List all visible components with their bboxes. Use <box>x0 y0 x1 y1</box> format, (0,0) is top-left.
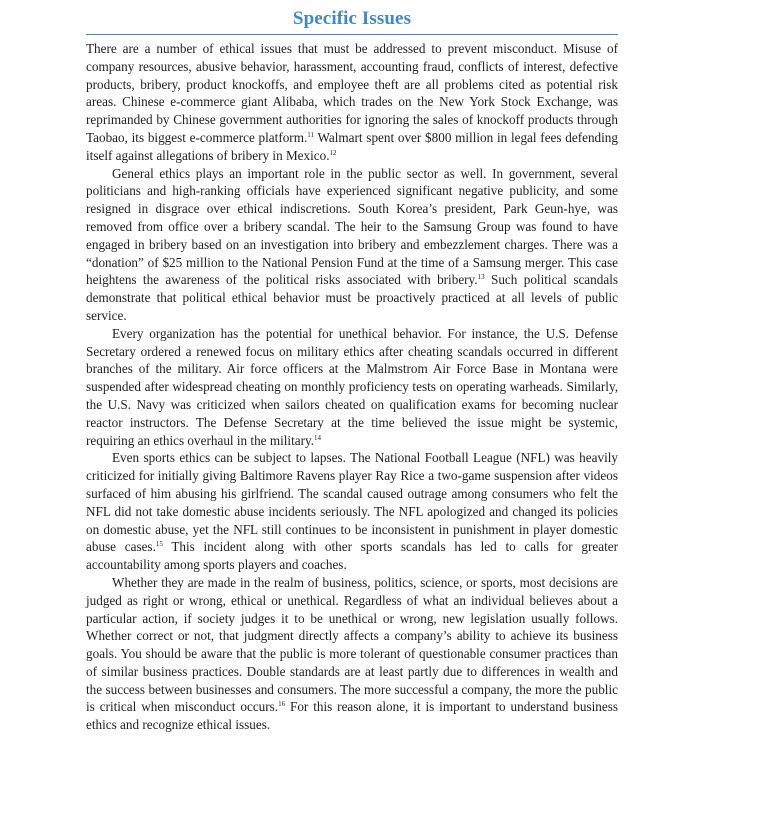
paragraph-text: This incident along with other sports scandals has led to calls for greater accountability among sports players and coaches. <box>86 539 618 573</box>
heading-rule <box>86 34 618 35</box>
paragraph-text: There are a number of ethical issues that must be addressed to prevent misconduct. Misuse of company resources, abusive behavior, harassment, accounting fraud, conflicts of interest, defective products, bribery, product knockoffs, and employee theft are all problems cited as potential risk areas. Chinese e-commerce giant Alibaba, which trades on the New York Stock Exchange, was reprimanded by Chinese government authorities for ignoring the sales of knockoff products through Taobao, its biggest e-commerce platform. <box>86 41 618 145</box>
paragraph-text: For this reason alone, it is important to understand business ethics and recognize ethical issues. <box>86 699 618 733</box>
paragraph <box>86 165 618 325</box>
paragraph <box>86 325 618 450</box>
endnote-marker: 15 <box>155 540 163 549</box>
paragraph-text: Such political scandals demonstrate that political ethical behavior must be proactively practiced at all levels of public service. <box>86 272 618 323</box>
endnote-marker: 16 <box>278 700 286 709</box>
endnote-marker: 11 <box>307 130 315 139</box>
paragraph-text: Whether they are made in the realm of business, politics, science, or sports, most decisions are judged as right or wrong, ethical or unethical. Regardless of what an individual believes about a particular action, if society judges it to be unethical or wrong, new legislation usually follows. Whether correct or not, that judgment directly affects a company’s ability to achieve its business goals. You should be aware that the public is more tolerant of questionable consumer practices than of similar business practices. Double standards are at least partly due to differences in wealth and the success between businesses and consumers. The more successful a company, the more the public is critical when misconduct occurs. <box>86 574 618 715</box>
endnote-marker: 12 <box>329 148 337 157</box>
section-heading: Specific Issues <box>292 8 412 29</box>
paragraph-text: General ethics plays an important role in the public sector as well. In government, several politicians and high-ranking officials have experienced significant negative publicity, and some resigned in disgrace over ethical indiscretions. South Korea’s president, Park Geun-hye, was removed from office over a bribery scandal. The heir to the Samsung Group was found to have engaged in bribery based on an investigation into bribery and embezzlement charges. There was a “donation” of $25 million to the National Pension Fund at the time of a Samsung merger. This case heightens the awareness of the political risks associated with bribery. <box>86 165 618 288</box>
paragraph <box>86 574 618 734</box>
paragraph-text: Even sports ethics can be subject to lapses. The National Football League (NFL) was heavily criticized for initially giving Baltimore Ravens player Ray Rice a two-game suspension after videos surfaced of him abusing his girlfriend. The scandal caused outrage among consumers who felt the NFL did not take domestic abuse incidents seriously. The NFL apologized and changed its policies on domestic abuse, yet the NFL still continues to be inconsistent in punishment in player domestic abuse cases. <box>86 450 618 555</box>
endnote-marker: 14 <box>314 433 322 442</box>
endnote-marker: 13 <box>477 273 485 282</box>
paragraph-text: Every organization has the potential for unethical behavior. For instance, the U.S. Defense Secretary ordered a renewed focus on military ethics after cheating scandals occurred in different branches of the military. Air force officers at the Malmstrom Air Force Base in Montana were suspended after widespread cheating on monthly proficiency tests on operating warheads. Similarly, the U.S. Navy was criticized when sailors cheated on qualification exams for becoming nuclear reactor instructors. The Defense Secretary at the time believed the issue might be systemic, requiring an ethics overhaul in the military. <box>86 325 618 448</box>
paragraph <box>86 40 618 165</box>
paragraph <box>86 449 618 574</box>
paragraph-text: Walmart spent over $800 million in legal fees defending itself against allegations of bribery in Mexico. <box>86 129 618 163</box>
body-text <box>86 40 618 734</box>
